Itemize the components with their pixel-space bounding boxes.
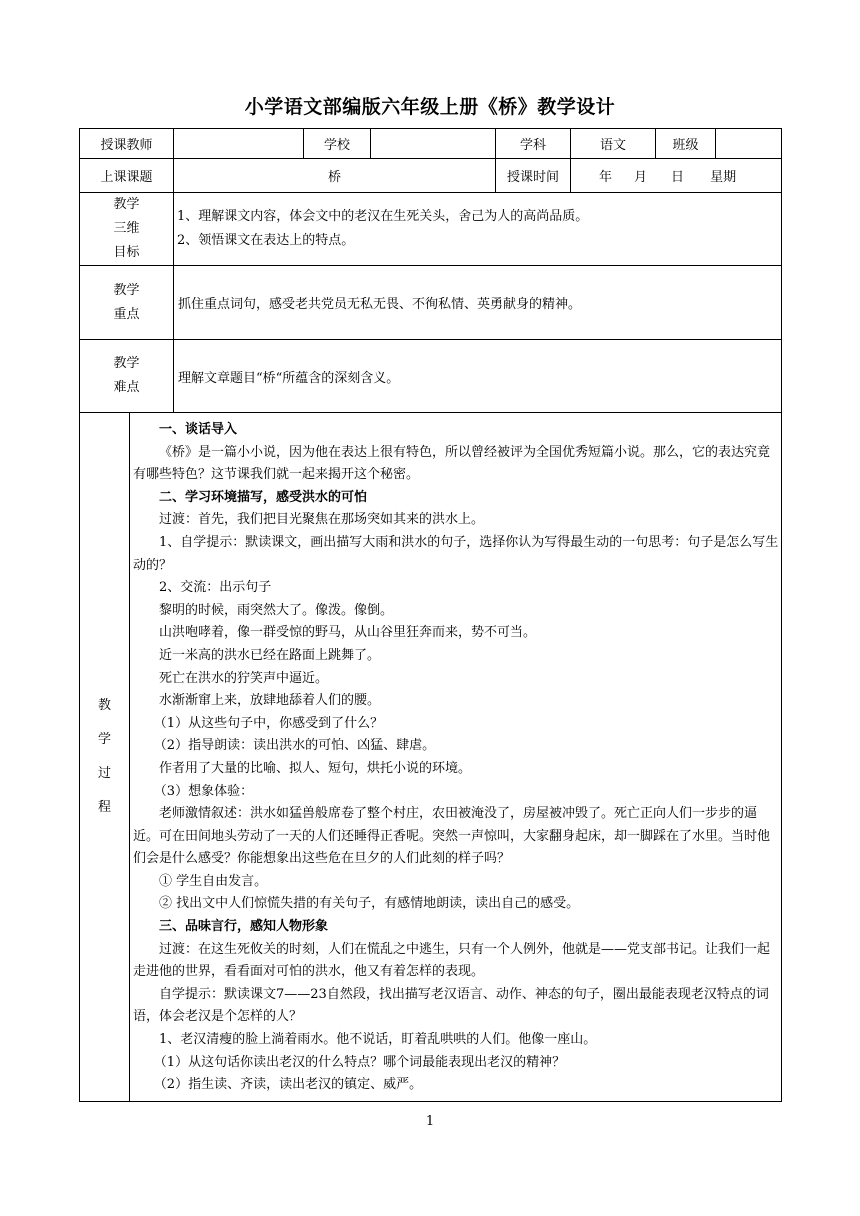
key-points-label-line: 教学: [113, 282, 140, 298]
difficulties-row: [80, 340, 782, 413]
section-heading: 二、学习环境描写，感受洪水的可怕: [159, 489, 368, 505]
teacher-label: 授课教师: [80, 129, 174, 159]
subject-value: 语文: [571, 129, 656, 159]
info-row-1: [80, 129, 782, 159]
paragraph: （1）从这些句子中，你感受到了什么？: [153, 715, 384, 731]
class-label: 班级: [656, 129, 716, 159]
date-month: 月: [634, 170, 648, 185]
info-row-2: [80, 159, 782, 193]
difficulties-label-line: 教学: [113, 356, 140, 371]
paragraph: （1）从这句话你读出老汉的什么特点？哪个词最能表现出老汉的精神？: [153, 1054, 566, 1070]
topic-value: 桥: [174, 159, 496, 193]
paragraph: 黎明的时候，雨突然大了。像泼。像倒。: [159, 602, 394, 618]
difficulties-content: 理解文章题目“桥“所蕴含的深刻含义。: [174, 340, 782, 413]
lesson-plan-table: [79, 128, 782, 1102]
process-label-char: 过: [97, 765, 111, 781]
objective-item: 2、领悟课文在表达上的特点。: [177, 233, 355, 248]
key-points-label: [80, 266, 174, 340]
process-label-char: 学: [97, 731, 111, 747]
subject-label: 学科: [496, 129, 571, 159]
paragraph: 过渡：在这生死攸关的时刻，人们在慌乱之中逃生，只有一个人例外，他就是——党支部书记。让我们一起走进他的世界，看看面对可怕的洪水，他又有着怎样的表现。: [133, 941, 771, 980]
paragraph: 水渐渐窜上来，放肆地舔着人们的腰。: [159, 693, 381, 709]
paragraph: 《桥》是一篇小小说，因为他在表达上很有特色，所以曾经被评为全国优秀短篇小说。那么，它的表达究竟有哪些特色？这节课我们就一起来揭开这个秘密。: [133, 444, 771, 483]
objectives-label-line: 目标: [113, 245, 140, 260]
objectives-label: [80, 193, 174, 266]
paragraph: （2）指生读、齐读，读出老汉的镇定、威严。: [153, 1077, 423, 1093]
process-content: [130, 413, 782, 1102]
date-week: 星期: [710, 170, 737, 185]
date-year: 年: [599, 170, 613, 185]
objectives-label-line: 三维: [113, 221, 140, 236]
paragraph: （2）指导朗读：读出洪水的可怕、凶猛、肆虐。: [153, 738, 436, 754]
time-value: [571, 159, 782, 193]
teacher-value: [174, 129, 304, 159]
paragraph: 自学提示：默读课文7——23自然段，找出描写老汉语言、动作、神态的句子，圈出最能表现老汉特点的词语，体会老汉是个怎样的人？: [133, 986, 769, 1025]
paragraph: ① 学生自由发言。: [159, 873, 268, 889]
process-label-char: 程: [97, 799, 111, 815]
objectives-content: [174, 193, 782, 266]
document-title: 小学语文部编版六年级上册《桥》教学设计: [244, 96, 616, 118]
paragraph: 作者用了大量的比喻、拟人、短句，烘托小说的环境。: [159, 760, 472, 776]
key-points-row: [80, 266, 782, 340]
key-points-content: 抓住重点词句，感受老共党员无私无畏、不徇私情、英勇献身的精神。: [174, 266, 782, 340]
school-label: 学校: [304, 129, 371, 159]
objectives-row: [80, 193, 782, 266]
paragraph: 近一米高的洪水已经在路面上跳舞了。: [159, 647, 381, 663]
paragraph: 1、自学提示：默读课文，画出描写大雨和洪水的句子，选择你认为写得最生动的一句思考：句子是怎么写生动的？: [133, 534, 779, 573]
time-label: 授课时间: [496, 159, 571, 193]
paragraph: ② 找出文中人们惊慌失措的有关句子，有感情地朗读，读出自己的感受。: [159, 896, 580, 912]
topic-label: 上课课题: [80, 159, 174, 193]
paragraph: 2、交流：出示句子: [159, 580, 272, 596]
difficulties-label: [80, 340, 174, 413]
class-value: [716, 129, 782, 159]
paragraph: 1、老汉清瘦的脸上淌着雨水。他不说话，盯着乱哄哄的人们。他像一座山。: [159, 1032, 597, 1048]
objective-item: 1、理解课文内容，体会文中的老汉在生死关头，舍己为人的高尚品质。: [177, 209, 589, 224]
paragraph: 山洪咆哮着，像一群受惊的野马，从山谷里狂奔而来，势不可当。: [159, 625, 537, 641]
process-row: [80, 413, 782, 1102]
process-label: [80, 413, 130, 1102]
date-day: 日: [671, 170, 685, 185]
paragraph: （3）想象体验：: [153, 783, 254, 799]
section-heading: 三、品味言行，感知人物形象: [159, 919, 329, 935]
paragraph: 老师激情叙述：洪水如猛兽般席卷了整个村庄，农田被淹没了，房屋被冲毁了。死亡正向人们一步步的逼近。可在田间地头劳动了一天的人们还睡得正香呢。突然一声惊叫，大家翻身起床，却一脚踩在了水里。当时他们会是什么感受？你能想象出这些危在旦夕的人们此刻的样子吗？: [133, 806, 771, 867]
paragraph: 过渡：首先，我们把目光聚焦在那场突如其来的洪水上。: [159, 512, 485, 528]
objectives-label-line: 教学: [113, 197, 140, 212]
page-number: 1: [425, 1114, 435, 1129]
process-label-char: 教: [97, 697, 111, 713]
difficulties-label-line: 难点: [113, 380, 140, 395]
key-points-label-line: 重点: [113, 306, 140, 322]
paragraph: 死亡在洪水的狞笑声中逼近。: [159, 670, 329, 686]
section-heading: 一、谈话导入: [159, 422, 238, 437]
school-value: [371, 129, 496, 159]
